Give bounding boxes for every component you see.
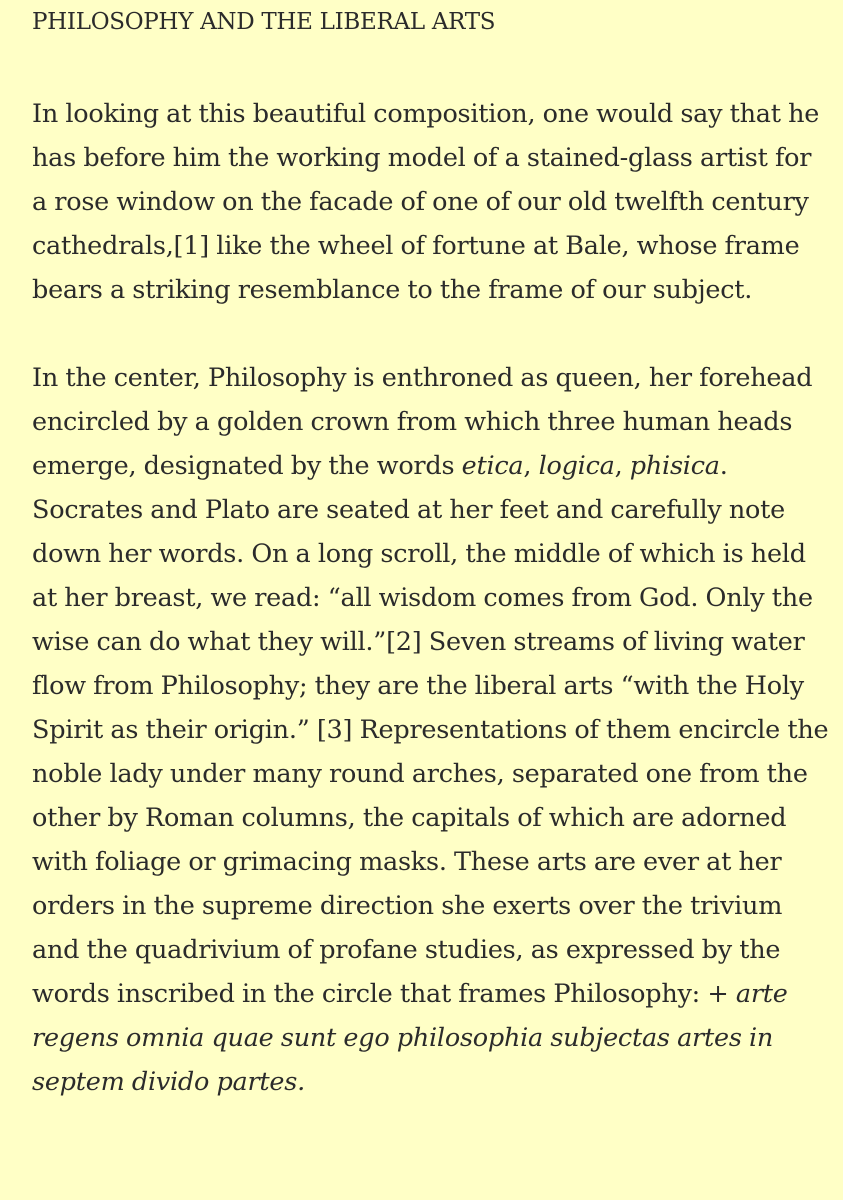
italic-term-logica: logica [538,451,615,481]
latin-inscription: + arte regens omnia quae sunt ego philosophia subjectas artes in septem divido partes. [32,979,788,1097]
paragraph-1: In looking at this beautiful composition, one would say that he has before him the working model of a stained-glass artist for a rose window on the facade of one of our old twelfth century cathedrals,[1] like the wheel of fortune at Bale, whose frame bears a striking resemblance to the frame of our subject. [32,99,820,305]
italic-term-phisica: phisica [629,451,720,481]
paragraph-2 [32,356,829,1104]
comma-separator: , [614,451,630,481]
section-heading: PHILOSOPHY AND THE LIBERAL ARTS [32,9,496,35]
paragraph-2-text-1: In the center, Philosophy is enthroned as queen, her forehead encircled by a golden crown from which three human heads emerge, designated by the words [32,363,813,481]
comma-separator: , [523,451,539,481]
italic-term-etica: etica [461,451,524,481]
paragraph-2-text-2: . Socrates and Plato are seated at her feet and carefully note down her words. On a long scroll, the middle of which is held at her breast, we read: “all wisdom comes from God. Only the wise can do what they will.”[2] Seven streams of living water flow from Philosophy; they are the liberal arts “with the Holy Spirit as their origin.” [3] Representations of them encircle the noble lady under many round arches, separated one from the other by Roman columns, the capitals of which are adorned with foliage or grimacing masks. These arts are ever at her orders in the supreme direction she exerts over the trivium and the quadrivium of profane studies, as expressed by the words inscribed in the circle that frames Philosophy: [32,451,829,1009]
